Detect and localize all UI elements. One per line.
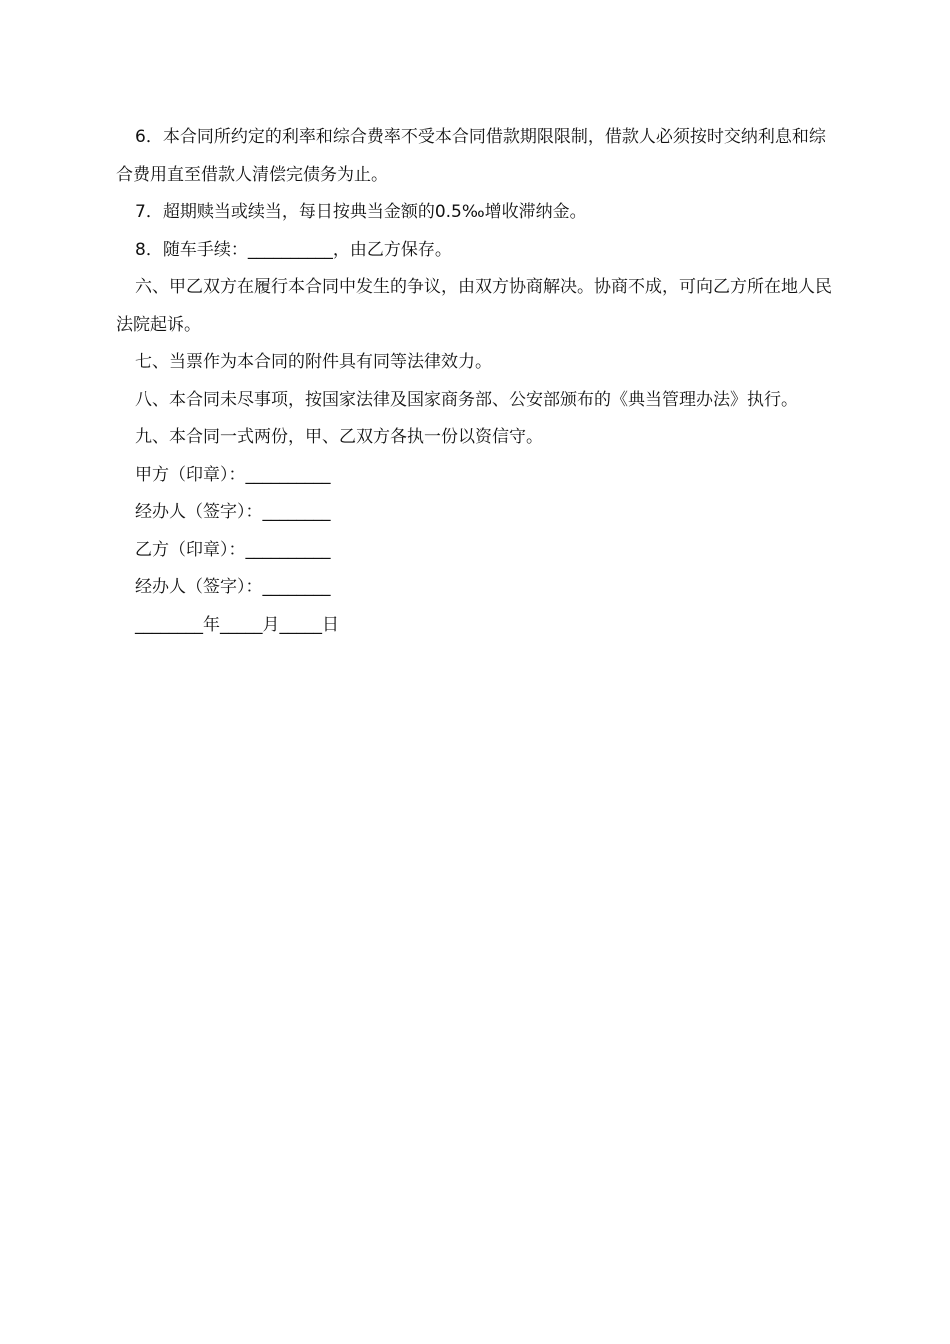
clause-7: 7．超期赎当或续当，每日按典当金额的0.5‰增收滞纳金。: [135, 202, 587, 222]
party-a-seal-line: 甲方（印章）：__________: [135, 464, 331, 485]
party-b-seal-line: 乙方（印章）：__________: [135, 539, 331, 560]
article-9-copies: 九、本合同一式两份，甲、乙双方各执一份以资信守。: [135, 427, 543, 447]
document-body: [116, 119, 836, 644]
article-8-unresolved-matters: 八、本合同未尽事项，按国家法律及国家商务部、公安部颁布的《典当管理办法》执行。: [135, 389, 798, 410]
article-6-dispute: 六、甲乙双方在履行本合同中发生的争议，由双方协商解决。协商不成，可向乙方所在地人民法院起诉。: [116, 277, 832, 335]
clause-6: 6．本合同所约定的利率和综合费率不受本合同借款期限限制，借款人必须按时交纳利息和综合费用直至借款人清偿完债务为止。: [116, 127, 826, 185]
article-7-pawn-ticket: 七、当票作为本合同的附件具有同等法律效力。: [135, 352, 492, 372]
date-line: ________年_____月_____日: [135, 614, 339, 635]
party-b-agent-signature-line: 经办人（签字）：________: [135, 577, 331, 597]
party-a-agent-signature-line: 经办人（签字）：________: [135, 502, 331, 522]
clause-8: 8．随车手续：__________，由乙方保存。: [135, 239, 452, 260]
